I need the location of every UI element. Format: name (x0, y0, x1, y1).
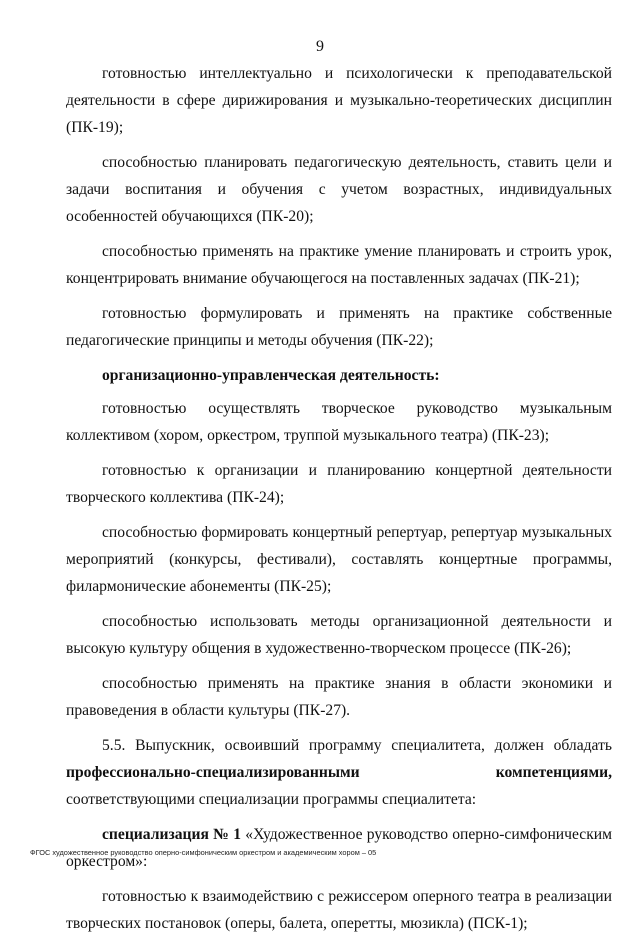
paragraph-5-5-bold-term: профессионально-специализированными компетенциями, (66, 764, 612, 781)
specialization-1-label: специализация № 1 (102, 826, 242, 843)
paragraph-pk24: готовностью к организации и планированию концертной деятельности творческого коллектива (ПК-24); (66, 462, 612, 506)
paragraph-5-5 (66, 732, 612, 813)
paragraph-pk22: готовностью формулировать и применять на практике собственные педагогические принципы и методы обучения (ПК-22); (66, 305, 612, 349)
page-number: 9 (316, 38, 324, 55)
paragraph-pk20: способностью планировать педагогическую деятельность, ставить цели и задачи воспитания и обучения с учетом возрастных, индивидуальных особенностей обучающихся (ПК-20); (66, 154, 612, 225)
paragraph-pk23: готовностью осуществлять творческое руководство музыкальным коллективом (хором, оркестром, труппой музыкального театра) (ПК-23); (66, 400, 612, 444)
paragraph-pk25: способностью формировать концертный репертуар, репертуар музыкальных мероприятий (конкурсы, фестивали), составлять концертные программы, филармонические абонементы (ПК-25); (66, 524, 612, 595)
page-footer: ФГОС художественное руководство оперно-симфоническим оркестром и академическим хором – 05 (30, 848, 377, 857)
section-heading-organizational: организационно-управленческая деятельность: (102, 367, 440, 384)
paragraph-5-5-end: соответствующими специализации программы специалитета: (66, 791, 477, 808)
paragraph-pk19: готовностью интеллектуально и психологически к преподавательской деятельности в сфере дирижирования и музыкально-теоретических дисциплин (ПК-19); (66, 65, 612, 136)
paragraph-5-5-start: 5.5. Выпускник, освоивший программу специалитета, должен обладать (102, 737, 612, 754)
specialization-1-title: «Художественное руководство оперно-симфоническим оркестром»: (66, 826, 612, 870)
paragraph-pk26: способностью использовать методы организационной деятельности и высокую культуру общения в художественно-творческом процессе (ПК-26); (66, 613, 612, 657)
paragraph-pk27: способностью применять на практике знания в области экономики и правоведения в области культуры (ПК-27). (66, 675, 612, 719)
document-body (66, 60, 612, 945)
paragraph-psk1: готовностью к взаимодействию с режиссером оперного театра в реализации творческих постановок (оперы, балета, оперетты, мюзикла) (ПСК-1); (66, 888, 612, 932)
paragraph-pk21: способностью применять на практике умение планировать и строить урок, концентрировать внимание обучающегося на поставленных задачах (ПК-21); (66, 243, 612, 287)
